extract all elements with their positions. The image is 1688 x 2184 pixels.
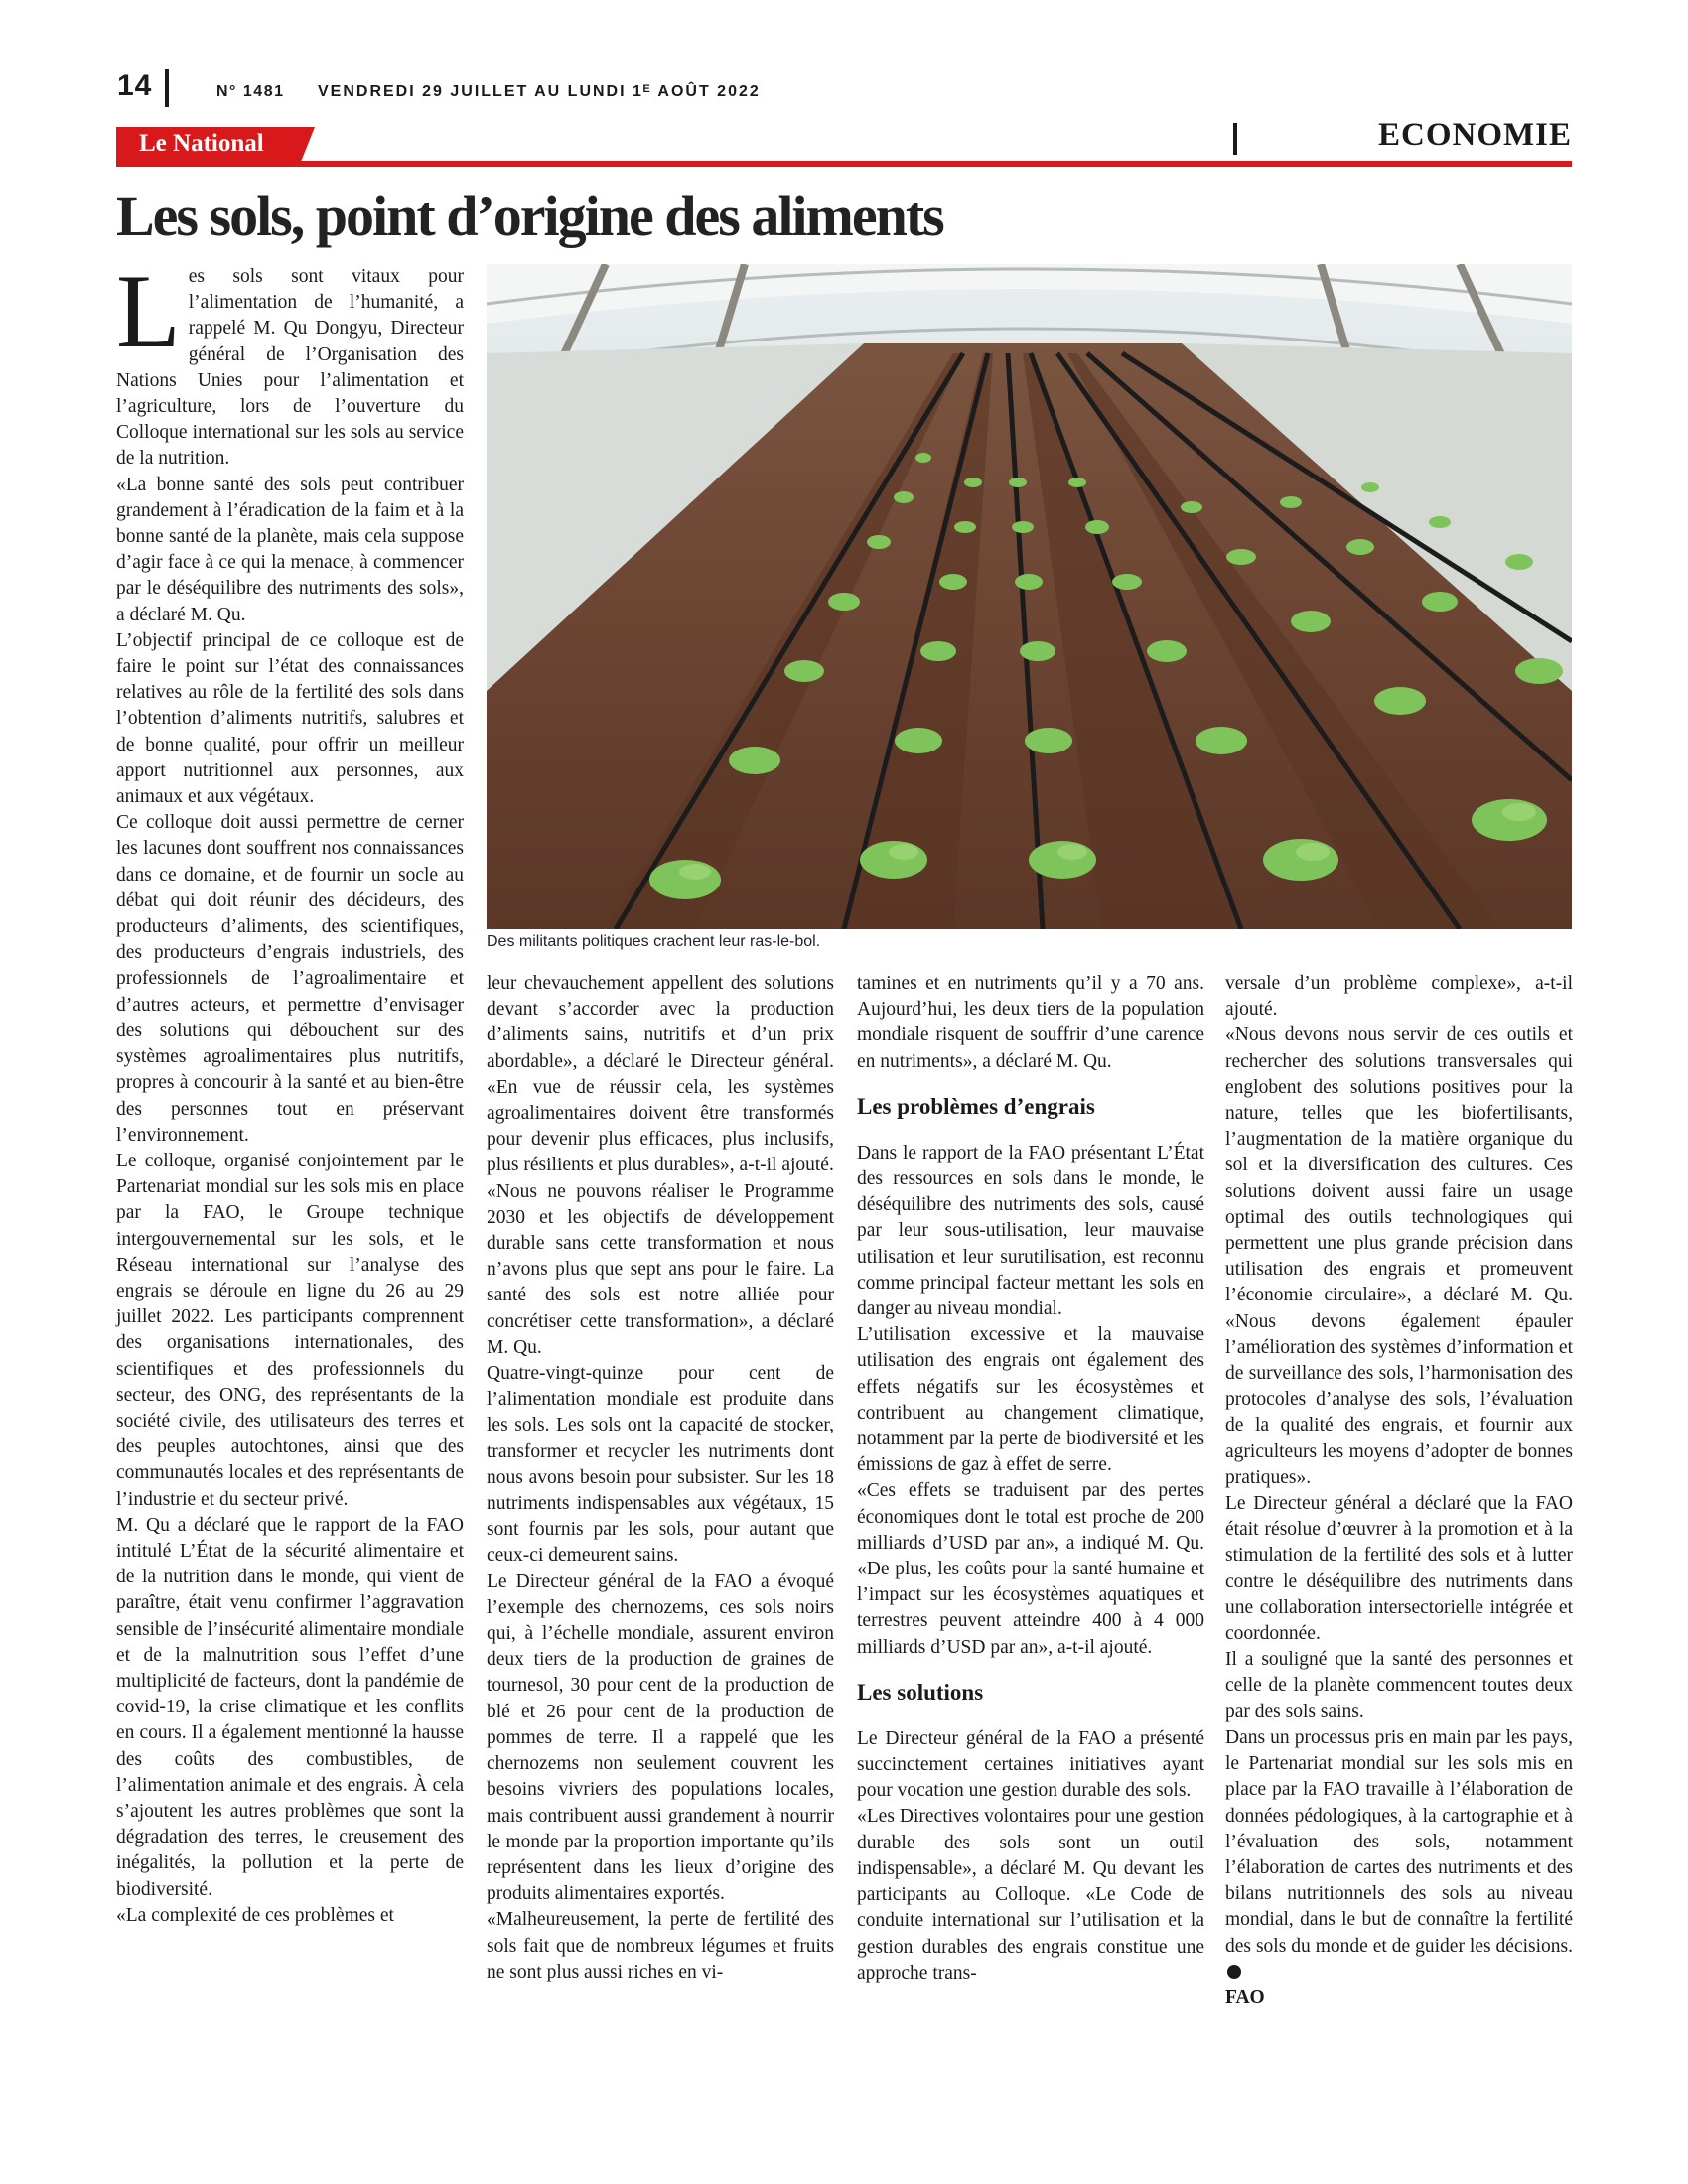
paragraph: Le Directeur général a déclaré que la FAO était résolue d’œuvrer à la promotion et à la stimulation de la fertilité des sols et à lutter contre le déséquilibre des nutriments dans une collaboration intersectorielle intégrée et coordonnée. xyxy=(1225,1493,1573,1645)
subheading-engrais: Les problèmes d’engrais xyxy=(857,1093,1095,1119)
paragraph: «La complexité de ces problèmes et xyxy=(116,1904,394,1926)
paragraph: «Nous ne pouvons réaliser le Programme 2030 et les objectifs de développement durable sans cette transformation et nous n’avons plus que sept ans pour le faire. La santé des sols est notre alliée pour concrétiser cette transformation», a déclaré M. Qu. xyxy=(487,1180,834,1358)
article-column-4 xyxy=(1225,971,1573,2011)
paragraph: Dans un processus pris en main par les pays, le Partenariat mondial sur les sols mis en place par la FAO travaille à l’élaboration de données pédologiques, à la cartographie et à l’évaluation des sols, notamment l’élaboration de cartes des nutriments et des bilans nutritionnels des sols au niveau mondial, dans le but de connaître la fertilité des sols du monde et de guider les décisions. xyxy=(1225,1725,1573,1985)
article-column-1 xyxy=(116,253,464,1929)
paragraph: Ce colloque doit aussi permettre de cerner les lacunes dont souffrent nos connaissances dans ce domaine, et de fournir un socle au débat qui doit réunir des décideurs, des producteurs d’aliments, des scientifiques, des producteurs d’engrais industriels, des professionnels de l’agroalimentaire et d’autres acteurs, et permettre d’envisager des solutions qui débouchent sur des systèmes agroalimentaires plus nutritifs, propres à concourir à la santé et au bien-être des personnes tout en préservant l’environnement. xyxy=(116,812,464,1146)
paragraph: L’objectif principal de ce colloque est de faire le point sur l’état des connaissances relatives au rôle de la fertilité des sols dans l’obtention d’aliments nutritifs, salubres et de bonne qualité, pour offrir un meilleur apport nutritionnel aux personnes, aux animaux et aux végétaux. xyxy=(116,629,464,808)
paragraph: Il a souligné que la santé des personnes et celle de la planète commencent toutes deux par des sols sains. xyxy=(1225,1649,1573,1722)
page-number: 14 xyxy=(117,69,153,102)
article-title: Les sols, point d’origine des aliments xyxy=(116,184,943,248)
paragraph: leur chevauchement appellent des solutions devant s’accorder avec la production d’aliments sains, nutritifs et d’un prix abordable», a déclaré le Directeur général. «En vue de réussir cela, les systèmes agroalimentaires doivent être transformés pour devenir plus efficaces, plus inclusifs, plus résilients et plus durables», a-t-il ajouté. xyxy=(487,973,834,1176)
article-byline: FAO xyxy=(1225,1986,1265,2008)
paragraph: «Les Directives volontaires pour une gestion durable des sols sont un outil indispensable», a déclaré M. Qu devant les participants au Colloque. «Le Code de conduite international sur l’utilisation et la gestion durables des engrais constitue une approche trans- xyxy=(857,1806,1204,1983)
drop-cap: L xyxy=(116,253,181,369)
paragraph: tamines et en nutriments qu’il y a 70 ans. Aujourd’hui, les deux tiers de la population mondiale risquent de souffrir d’une carence en nutriments», a déclaré M. Qu. xyxy=(857,973,1204,1072)
paragraph: Quatre-vingt-quinze pour cent de l’alimentation mondiale est produite dans les sols. Les sols ont la capacité de stocker, transformer et recycler les nutriments dont nous avons besoin pour subsister. Sur les 18 nutriments indispensables aux végétaux, 15 sont fournis par les sols, pour autant que ceux-ci demeurent sains. xyxy=(487,1363,834,1567)
paragraph: «La bonne santé des sols peut contribuer grandement à l’éradication de la faim et à la bonne santé de la planète, mais cela suppose d’agir face à ce qui la menace, à commencer par le déséquilibre des nutriments des sols», a déclaré M. Qu. xyxy=(116,474,464,625)
paragraph: Le colloque, organisé conjointement par le Partenariat mondial sur les sols mis en place par la FAO, le Groupe technique intergouvernemental sur les sols, et le Réseau international sur l’analyse des engrais se déroule en ligne du 26 au 29 juillet 2022. Les participants comprennent des organisations internationales, des scientifiques et des professionnels du secteur, des ONG, des représentants de la société civile, des utilisateurs des terres et des peuples autochtones, ainsi que des communautés locales et des représentants de l’industrie et du secteur privé. xyxy=(116,1150,464,1510)
article-column-2 xyxy=(487,971,834,1985)
paragraph: L’utilisation excessive et la mauvaise utilisation des engrais ont également des effets négatifs sur les écosystèmes et contribuent au changement climatique, notamment par la perte de biodiversité et les émissions de gaz à effet de serre. xyxy=(857,1324,1204,1476)
header-divider xyxy=(165,69,169,107)
paragraph: M. Qu a déclaré que le rapport de la FAO intitulé L’État de la sécurité alimentaire et de la nutrition dans le monde, qui vient de paraître, était venu confirmer l’aggravation sensible de l’insécurité alimentaire mondiale et de la malnutrition sous l’effet d’une multiplicité de facteurs, dont la pandémie de covid-19, la crise climatique et les conflits en cours. Il a également mentionné la hausse des coûts des combustibles, de l’alimentation animale et des engrais. À cela s’ajoutent les autres problèmes que sont la dégradation des terres, le creusement des inégalités, la pollution et la perte de biodiversité. xyxy=(116,1514,464,1900)
paragraph: «Nous devons nous servir de ces outils et rechercher des solutions transversales qui englobent des solutions positives pour la nature, telles que les biofertilisants, l’augmentation de la matière organique du sol et la diversification des cultures. Ces solutions doivent aussi faire un usage optimal des outils technologiques qui permettent une plus grande précision dans utilisation des engrais et promeuvent l’économie circulaire», a déclaré M. Qu. «Nous devons également épauler l’amélioration des systèmes d’information et de surveillance des sols, l’harmonisation des protocoles d’analyse des sols, l’évaluation de la qualité des engrais, et fournir aux agriculteurs les moyens d’adopter de bonnes pratiques». xyxy=(1225,1024,1573,1488)
paragraph: Dans le rapport de la FAO présentant L’État des ressources en sols dans le monde, le déséquilibre des nutriments des sols, causé par leur sous-utilisation, leur mauvaise utilisation et leur surutilisation, est reconnu comme principal facteur mettant les sols en danger au niveau mondial. xyxy=(857,1142,1204,1320)
paragraph: Les sols sont vitaux pour l’alimentation de l’humanité, a rappelé M. Qu Dongyu, Directeur général de l’Organisation des Nations Unies pour l’alimentation et l’agriculture, lors de l’ouverture du Colloque international sur les sols au service de la nutrition. xyxy=(116,253,464,470)
section-name: ECONOMIE xyxy=(1377,117,1572,153)
header-rule xyxy=(116,161,1572,167)
section-divider xyxy=(1233,123,1237,155)
paragraph: «Malheureusement, la perte de fertilité des sols fait que de nombreux légumes et fruits ne sont plus aussi riches en vi- xyxy=(487,1909,834,1982)
subheading-solutions: Les solutions xyxy=(857,1679,984,1705)
issue-number: N° 1481 xyxy=(216,83,285,100)
end-mark-icon xyxy=(1227,1965,1241,1979)
issue-date: VENDREDI 29 JUILLET AU LUNDI 1ᴱ AOÛT 2022 xyxy=(318,83,761,100)
article-photo xyxy=(487,264,1572,929)
article-column-3 xyxy=(857,971,1204,1986)
paragraph: versale d’un problème complexe», a-t-il ajouté. xyxy=(1225,973,1573,1021)
paragraph: Le Directeur général de la FAO a évoqué l’exemple des chernozems, ces sols noirs qui, à l’échelle mondiale, assurent environ deux tiers de la production de graines de tournesol, 30 pour cent de la production de blé et 26 pour cent de la production de pommes de terre. Il a rappelé que les chernozems non seulement couvrent les besoins vivriers des populations locales, mais contribuent aussi grandement à nourrir le monde par la proportion importante qu’ils représentent dans les lieux d’origine des produits alimentaires exportés. xyxy=(487,1570,834,1905)
photo-caption: Des militants politiques crachent leur ras-le-bol. xyxy=(487,933,821,950)
paragraph: «Ces effets se traduisent par des pertes économiques dont le total est proche de 200 milliards d’USD par an», a indiqué M. Qu. «De plus, les coûts pour la santé humaine et l’impact sur les écosystèmes aquatiques et terrestres peuvent atteindre 400 à 4 000 milliards d’USD par an», a-t-il ajouté. xyxy=(857,1480,1204,1658)
greenhouse-image xyxy=(487,264,1572,929)
brand-name: Le National xyxy=(139,130,264,157)
paragraph: Le Directeur général de la FAO a présenté succinctement certaines initiatives ayant pour vocation une gestion durable des sols. xyxy=(857,1727,1204,1802)
